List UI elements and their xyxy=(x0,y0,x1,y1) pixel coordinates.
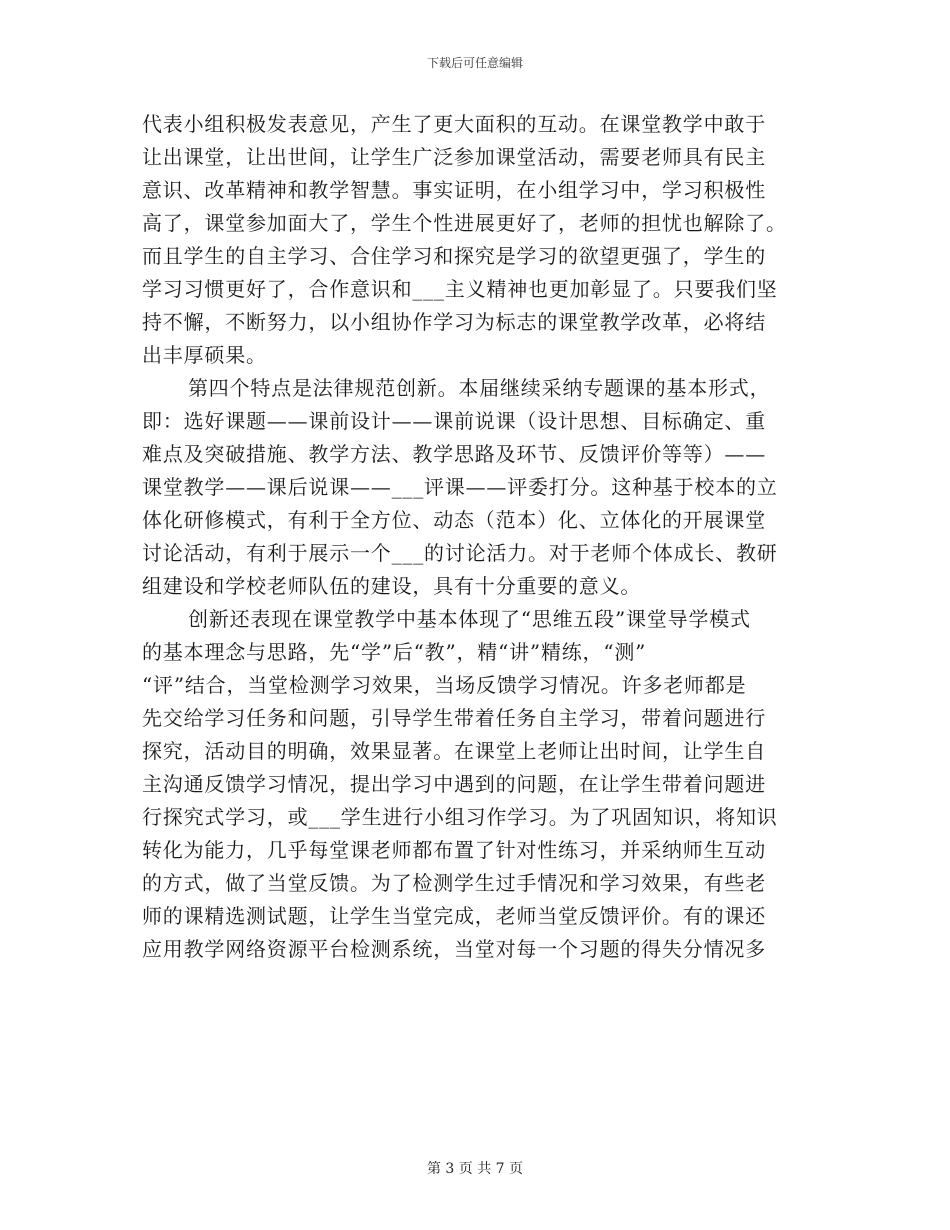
paragraph-line: 应用教学网络资源平台检测系统，当堂对每一个习题的得失分情况多 xyxy=(142,937,766,961)
paragraph-line: 转化为能力，几乎每堂课老师都布置了针对性练习，并采纳师生互动 xyxy=(142,838,766,862)
paragraph-line: 的基本理念与思路，先“学”后“教”，精“讲”精练，“测” xyxy=(142,640,647,664)
paragraph-line: 讨论活动，有利于展示一个___的讨论活力。对于老师个体成长、教研 xyxy=(142,541,778,565)
paragraph-line: 创新还表现在课堂教学中基本体现了“思维五段”课堂导学模式 xyxy=(188,607,751,631)
paragraph-line: 学习习惯更好了，合作意识和___主义精神也更加彰显了。只要我们坚 xyxy=(142,277,778,301)
paragraph-line: 代表小组积极发表意见，产生了更大面积的互动。在课堂教学中敢于 xyxy=(142,112,766,136)
paragraph-line: 持不懈，不断努力，以小组协作学习为标志的课堂教学改革，必将结 xyxy=(142,310,766,334)
paragraph-line: 高了，课堂参加面大了，学生个性进展更好了，老师的担忧也解除了。 xyxy=(142,211,787,235)
paragraph-line: 的方式，做了当堂反馈。为了检测学生过手情况和学习效果，有些老 xyxy=(142,871,766,895)
paragraph-line: 出丰厚硕果。 xyxy=(142,343,267,367)
paragraph-line: 体化研修模式，有利于全方位、动态（范本）化、立体化的开展课堂 xyxy=(142,508,766,532)
paragraph-line: 而且学生的自主学习、合住学习和探究是学习的欲望更强了，学生的 xyxy=(142,244,766,268)
paragraph-line: 主沟通反馈学习情况，提出学习中遇到的问题，在让学生带着问题进 xyxy=(142,772,766,796)
paragraph-line: 让出课堂，让出世间，让学生广泛参加课堂活动，需要老师具有民主 xyxy=(142,145,766,169)
paragraph-line: 探究，活动目的明确，效果显著。在课堂上老师让出时间，让学生自 xyxy=(142,739,766,763)
paragraph-line: 组建设和学校老师队伍的建设，具有十分重要的意义。 xyxy=(142,574,642,598)
paragraph-line: 行探究式学习，或___学生进行小组习作学习。为了巩固知识，将知识 xyxy=(142,805,778,829)
paragraph-line: 师的课精选测试题，让学生当堂完成，老师当堂反馈评价。有的课还 xyxy=(142,904,766,928)
paragraph-line: 课堂教学——课后说课——___评课——评委打分。这种基于校本的立 xyxy=(142,475,778,499)
paragraph-line: 意识、改革精神和教学智慧。事实证明，在小组学习中，学习积极性 xyxy=(142,178,766,202)
paragraph-line: “评”结合，当堂检测学习效果，当场反馈学习情况。许多老师都是 xyxy=(142,673,747,697)
paragraph-line: 难点及突破措施、教学方法、教学思路及环节、反馈评价等等）—— xyxy=(142,442,766,466)
paragraph-line: 第四个特点是法律规范创新。本届继续采纳专题课的基本形式， xyxy=(188,376,771,400)
paragraph-line: 即：选好课题——课前设计——课前说课（设计思想、目标确定、重 xyxy=(142,409,766,433)
document-body xyxy=(142,108,809,966)
paragraph-line: 先交给学习任务和问题，引导学生带着任务自主学习，带着问题进行 xyxy=(142,706,766,730)
page-header: 下载后可任意编辑 xyxy=(426,56,523,70)
page-number: 第 3 页 共 7 页 xyxy=(426,1161,524,1177)
